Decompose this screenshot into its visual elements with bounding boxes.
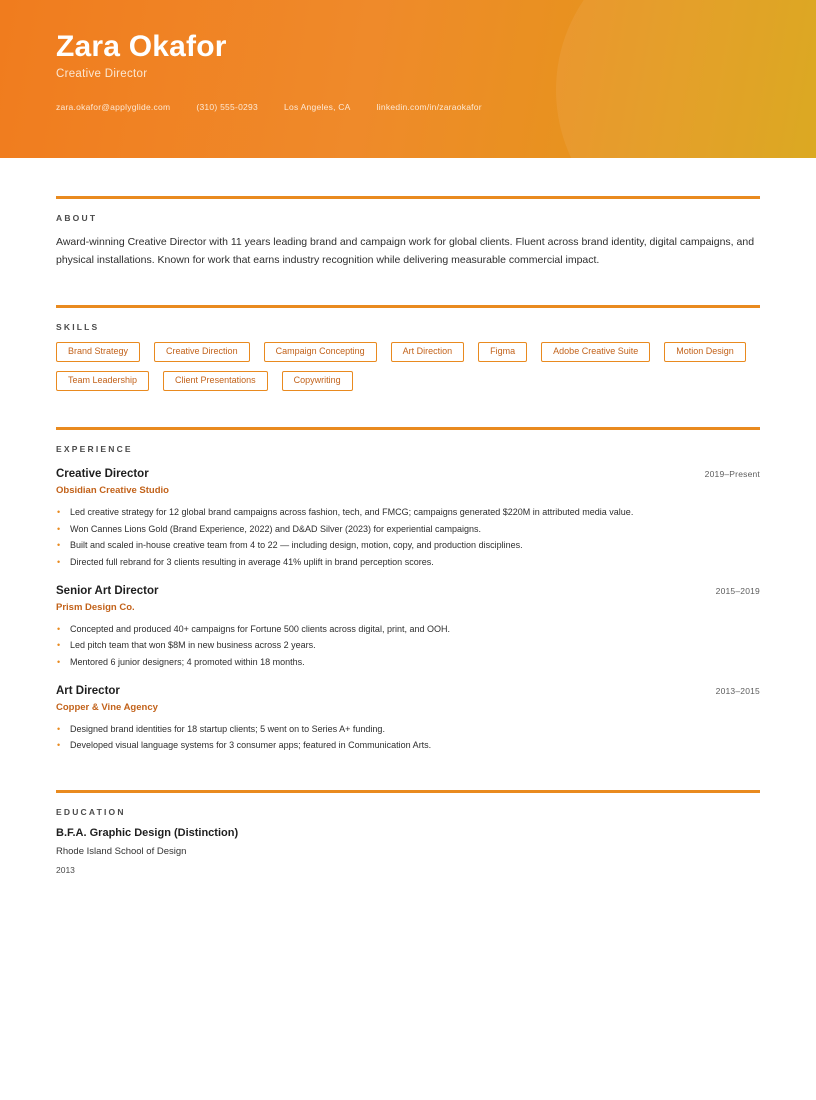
job-title: Creative Director [56, 468, 149, 481]
education-degree: B.F.A. Graphic Design (Distinction) [56, 826, 239, 839]
job-bullet: • Won Cannes Lions Gold (Brand Experience, 2022) and D&AD Silver (2023) for experiential campaigns. [56, 521, 760, 538]
skill-chip: Copywriting [282, 371, 353, 391]
job-bullet: • Led creative strategy for 12 global brand campaigns across fashion, tech, and FMCG; campaigns generated $220M in attributed media value. [56, 504, 760, 521]
section-experience [56, 444, 760, 754]
experience-item [56, 468, 760, 571]
job-dates: 2019–Present [704, 469, 760, 480]
section-skills [56, 322, 760, 391]
job-company: Obsidian Creative Studio [56, 485, 169, 497]
page-title: Zara Okafor [56, 30, 227, 63]
experience-item-head [56, 685, 760, 697]
job-bullet: • Led pitch team that won $8M in new business across 2 years. [56, 637, 760, 654]
skill-chip: Creative Direction [154, 342, 250, 362]
divider-education [56, 790, 760, 793]
section-education [56, 807, 760, 875]
skill-chip: Client Presentations [163, 371, 268, 391]
resume-header [0, 0, 816, 158]
header-role: Creative Director [56, 68, 148, 80]
divider-experience [56, 427, 760, 430]
header-content [56, 30, 776, 112]
contact-phone[interactable]: (310) 555-0293 [196, 102, 258, 112]
job-bullet: • Concepted and produced 40+ campaigns for Fortune 500 clients across digital, print, and OOH. [56, 621, 760, 638]
section-title-education: EDUCATION [56, 806, 126, 817]
job-company: Prism Design Co. [56, 601, 135, 613]
contact-email[interactable]: zara.okafor@applyglide.com [56, 102, 171, 112]
divider-skills [56, 305, 760, 308]
job-bullet: • Designed brand identities for 18 startup clients; 5 went on to Series A+ funding. [56, 721, 760, 738]
contact-list [56, 102, 776, 112]
contact-location: Los Angeles, CA [284, 102, 351, 112]
skill-chip: Brand Strategy [56, 342, 140, 362]
experience-item-head [56, 585, 760, 597]
job-bullet: • Directed full rebrand for 3 clients resulting in average 41% uplift in brand perception scores. [56, 554, 760, 571]
skill-chip: Campaign Concepting [264, 342, 377, 362]
skill-chip: Adobe Creative Suite [541, 342, 650, 362]
job-dates: 2015–2019 [715, 585, 760, 596]
skill-chip: Motion Design [664, 342, 746, 362]
skill-chip: Art Direction [391, 342, 465, 362]
education-year: 2013 [56, 864, 75, 875]
job-title: Art Director [56, 684, 120, 697]
job-dates: 2013–2015 [715, 685, 760, 696]
job-bullets [56, 504, 760, 571]
experience-item [56, 685, 760, 754]
job-bullet: • Built and scaled in-house creative team from 4 to 22 — including design, motion, copy, and production disciplines. [56, 537, 760, 554]
job-bullet: • Developed visual language systems for 3 consumer apps; featured in Communication Arts. [56, 737, 760, 754]
section-about [56, 213, 760, 269]
contact-linkedin[interactable]: linkedin.com/in/zaraokafor [376, 102, 482, 112]
section-title-about: ABOUT [56, 213, 98, 223]
experience-item [56, 585, 760, 671]
job-bullets [56, 621, 760, 671]
skill-chip: Figma [478, 342, 527, 362]
section-title-skills: SKILLS [56, 322, 100, 333]
skill-list [56, 342, 760, 391]
job-title: Senior Art Director [56, 584, 159, 597]
job-company: Copper & Vine Agency [56, 701, 158, 713]
job-bullet: • Mentored 6 junior designers; 4 promoted within 18 months. [56, 654, 760, 671]
experience-item-head [56, 468, 760, 480]
about-text: Award-winning Creative Director with 11 years leading brand and campaign work for global clients. Fluent across brand identity, digital campaigns, and physical installations. Known for work that earns industry recognition while delivering measurable commercial impact. [56, 236, 755, 267]
education-school: Rhode Island School of Design [56, 845, 187, 857]
divider-about [56, 196, 760, 199]
resume-body [0, 196, 816, 875]
skill-chip: Team Leadership [56, 371, 149, 391]
job-bullets [56, 721, 760, 754]
section-title-experience: EXPERIENCE [56, 444, 133, 455]
